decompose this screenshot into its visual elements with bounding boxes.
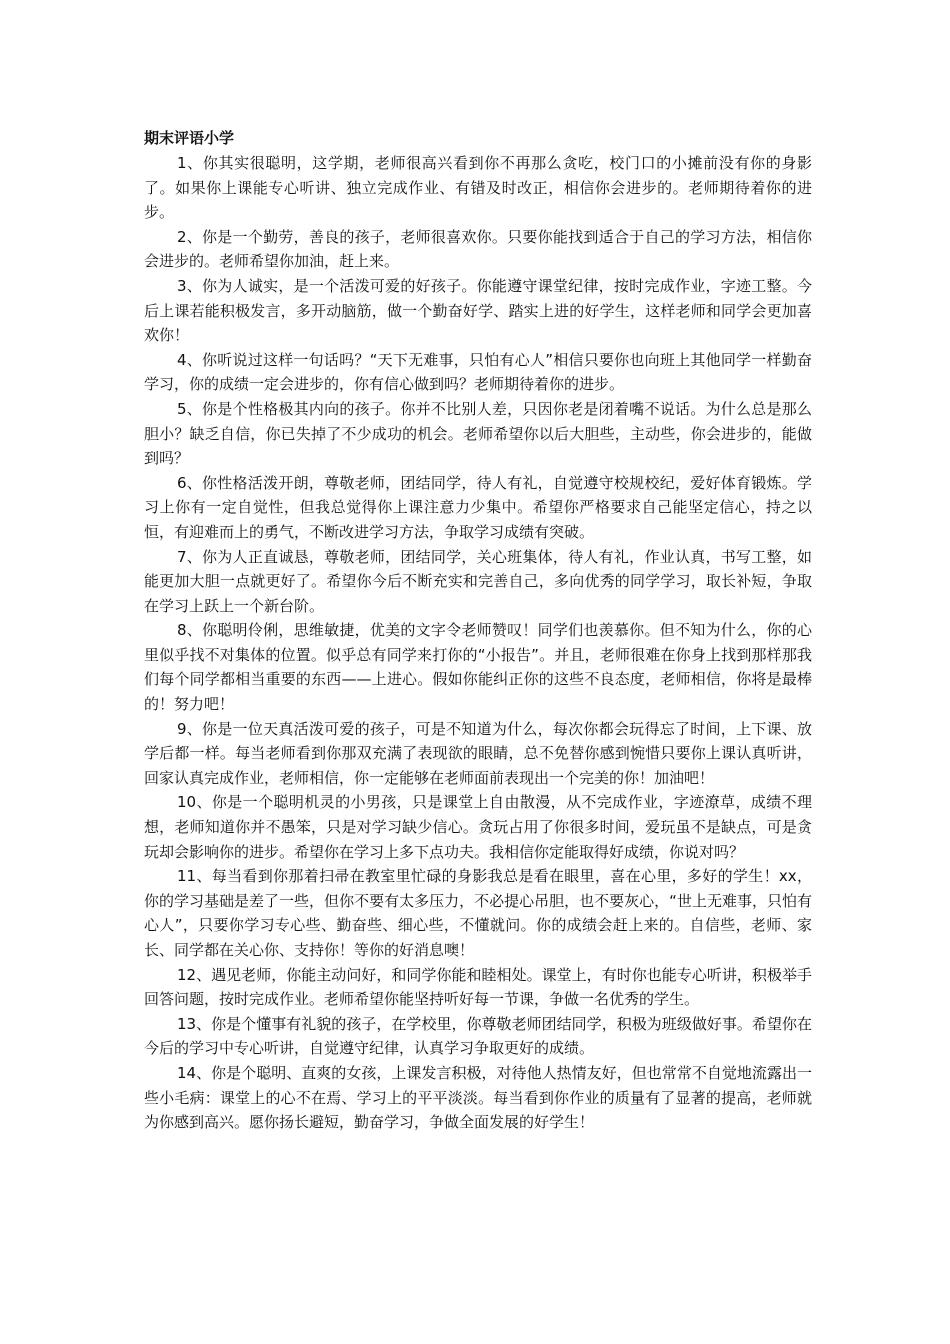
comment-paragraph-1: 1、你其实很聪明，这学期，老师很高兴看到你不再那么贪吃，校门口的小摊前没有你的身影了。如果你上课能专心听讲、独立完成作业、有错及时改正，相信你会进步的。老师期待着你的进步。 <box>144 154 812 222</box>
comment-paragraph-8: 8、你聪明伶俐，思维敏捷，优美的文字令老师赞叹！同学们也羡慕你。但不知为什么，你的心里似乎找不对集体的位置。似乎总有同学来打你的“小报告”。并且，老师很难在你身上找到那样那我们每个同学都相当重要的东西——上进心。假如你能纠正你的这些不良态度，老师相信，你将是最棒的！努力吧！ <box>144 621 812 714</box>
comment-paragraph-3: 3、你为人诚实，是一个活泼可爱的好孩子。你能遵守课堂纪律，按时完成作业，字迹工整。今后上课若能积极发言，多开动脑筋，做一个勤奋好学、踏实上进的好学生，这样老师和同学会更加喜欢你！ <box>144 276 812 345</box>
comment-paragraph-4: 4、你听说过这样一句话吗？“天下无难事，只怕有心人”相信只要你也向班上其他同学一样勤奋学习，你的成绩一定会进步的，你有信心做到吗？老师期待着你的进步。 <box>144 350 812 394</box>
comment-paragraph-12: 12、遇见老师，你能主动问好，和同学你能和睦相处。课堂上，有时你也能专心听讲，积极举手回答问题，按时完成作业。老师希望你能坚持听好每一节课，争做一名优秀的学生。 <box>144 965 812 1009</box>
comment-paragraph-7: 7、你为人正直诚恳，尊敬老师，团结同学，关心班集体，待人有礼，作业认真，书写工整，如能更加大胆一点就更好了。希望你今后不断充实和完善自己，多向优秀的同学学习，取长补短，争取在学习上跃上一个新台阶。 <box>144 547 812 615</box>
comment-paragraph-9: 9、你是一位天真活泼可爱的孩子，可是不知道为什么，每次你都会玩得忘了时间，上下课、放学后都一样。每当老师看到你那双充满了表现欲的眼睛，总不免替你感到惋惜只要你上课认真听讲，回家认真完成作业，老师相信，你一定能够在老师面前表现出一个完美的你！加油吧！ <box>144 719 812 787</box>
comment-paragraph-11: 11、每当看到你那着扫帚在教室里忙碌的身影我总是看在眼里，喜在心里，多好的学生！xx，你的学习基础是差了一些，但你不要有太多压力，不必提心吊胆，也不要灰心，“世上无难事，只怕有心人”，只要你学习专心些、勤奋些、细心些，不懂就问。你的成绩会赶上来的。自信些，老师、家长、同学都在关心你、支持你！等你的好消息噢！ <box>144 867 812 959</box>
document-page <box>144 126 812 1135</box>
comment-paragraph-14: 14、你是个聪明、直爽的女孩，上课发言积极，对待他人热情友好，但也常常不自觉地流露出一些小毛病：课堂上的心不在焉、学习上的平平淡淡。每当看到你作业的质量有了显著的提高，老师就为你感到高兴。愿你扬长避短，勤奋学习，争做全面发展的好学生！ <box>144 1063 812 1132</box>
comment-paragraph-2: 2、你是一个勤劳，善良的孩子，老师很喜欢你。只要你能找到适合于自己的学习方法，相信你会进步的。老师希望你加油，赶上来。 <box>144 227 812 271</box>
comment-paragraph-10: 10、你是一个聪明机灵的小男孩，只是课堂上自由散漫，从不完成作业，字迹潦草，成绩不理想，老师知道你并不愚笨，只是对学习缺少信心。贪玩占用了你很多时间，爱玩虽不是缺点，可是贪玩却会影响你的进步。希望你在学习上多下点功夫。我相信你定能取得好成绩，你说对吗？ <box>144 793 812 861</box>
comment-paragraph-13: 13、你是个懂事有礼貌的孩子，在学校里，你尊敬老师团结同学，积极为班级做好事。希望你在今后的学习中专心听讲，自觉遵守纪律，认真学习争取更好的成绩。 <box>144 1014 812 1058</box>
comment-paragraph-6: 6、你性格活泼开朗，尊敬老师，团结同学，待人有礼，自觉遵守校规校纪，爱好体育锻炼。学习上你有一定自觉性，但我总觉得你上课注意力少集中。希望你严格要求自己能坚定信心，持之以恒，有迎难而上的勇气，不断改进学习方法，争取学习成绩有突破。 <box>144 473 812 541</box>
comment-paragraph-5: 5、你是个性格极其内向的孩子。你并不比别人差，只因你老是闭着嘴不说话。为什么总是那么胆小？缺乏自信，你已失掉了不少成功的机会。老师希望你以后大胆些，主动些，你会进步的，能做到吗？ <box>144 399 812 468</box>
document-title: 期末评语小学 <box>144 129 235 147</box>
